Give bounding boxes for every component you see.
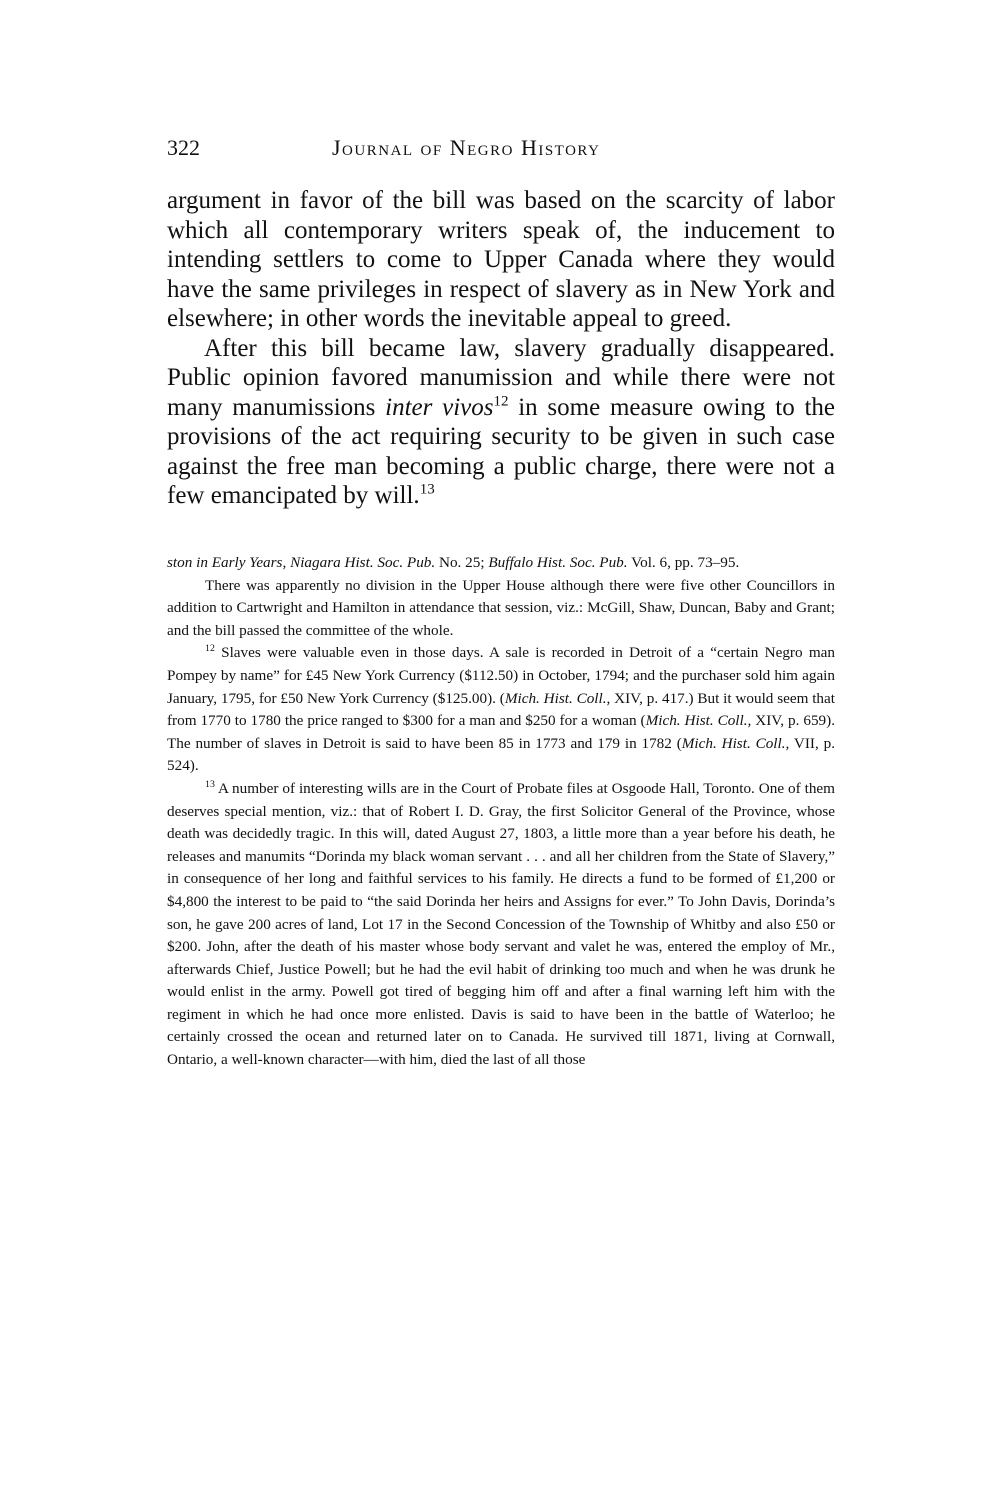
- footnote-12-number: 12: [205, 643, 215, 655]
- running-title: Journal of Negro History: [332, 135, 601, 160]
- body-italic-inter-vivos: inter vivos: [385, 393, 494, 421]
- footnote-cont-italic-2: Buffalo Hist. Soc. Pub.: [488, 554, 628, 571]
- body-paragraph-2-text-a: After this bill became law, slavery gradually disappeared. Public opinion favored manumission and while there were not many manumissions: [167, 334, 835, 421]
- footnote-cont-text-2: Vol. 6, pp. 73–95.: [627, 554, 740, 571]
- main-text: [167, 186, 835, 511]
- footnote-13-text: A number of interesting wills are in the Court of Probate files at Osgoode Hall, Toronto. One of them deserves special mention, viz.: that of Robert I. D. Gray, the first Solicitor General of the Province, whose death was decidedly tragic. In this will, dated August 27, 1803, a little more than a year before his death, he releases and manumits “Dorinda my black woman servant . . . and all her children from the State of Slavery,” in consequence of her long and faithful services to his family. He directs a fund to be formed of £1,200 or $4,800 the interest to be paid to “the said Dorinda her heirs and Assigns for ever.” To John Davis, Dorinda’s son, he gave 200 acres of land, Lot 17 in the Second Concession of the Township of Whitby and also £50 or $200. John, after the death of his master whose body servant and valet he was, entered the employ of Mr., afterwards Chief, Justice Powell; but he had the evil habit of drinking too much and when he was drunk he would enlist in the army. Powell got tired of begging him off and after a final warning left him with the regiment in which he had once more enlisted. Davis is said to have been in the battle of Waterloo; he certainly crossed the ocean and returned later on to Canada. He survived till 1871, living at Cornwall, Ontario, a well-known character—with him, died the last of all those: [167, 779, 835, 1069]
- page-header: [167, 135, 835, 167]
- footnote-12: [167, 642, 835, 778]
- body-paragraph-1: argument in favor of the bill was based on the scarcity of labor which all contemporary writers speak of, the inducement to intending settlers to come to Upper Canada where they would have the same privileges in respect of slavery as in New York and elsewhere; in other words the inevitable appeal to greed.: [167, 187, 835, 332]
- footnote-12-text-4: VII, p. 524).: [167, 734, 836, 775]
- footnote-13: [167, 778, 835, 1072]
- body-paragraph-2-text-b: in some measure owing to the provisions of the act requiring security to be given in such case against the free man becoming a public charge, there were not a few emancipated by will.: [167, 393, 835, 509]
- footnote-ref-12: 12: [493, 393, 509, 410]
- footnote-12-italic-3: Mich. Hist. Coll.,: [681, 734, 790, 752]
- footnote-ref-13: 13: [419, 481, 435, 498]
- footnote-cont-text-1: No. 25;: [435, 554, 489, 571]
- footnote-13-number: 13: [205, 778, 215, 790]
- page-number: 322: [167, 135, 200, 160]
- footnote-paragraph: There was apparently no division in the Upper House although there were five other Councillors in addition to Cartwright and Hamilton in attendance that session, viz.: McGill, Shaw, Duncan, Baby and Grant; and the bill passed the committee of the whole.: [167, 576, 835, 639]
- footnote-12-text-3: XIV, p. 659). The number of slaves in Detroit is said to have been 85 in 1773 and 179 in 1782 (: [167, 712, 836, 752]
- footnote-12-italic-1: Mich. Hist. Coll.,: [504, 689, 611, 707]
- footnote-12-text-2: XIV, p. 417.) But it would seem that from 1770 to 1780 the price ranged to $300 for a man and $250 for a woman (: [167, 689, 835, 730]
- body-paragraph-2: [167, 334, 835, 511]
- footnote-cont-italic-1: ston in Early Years, Niagara Hist. Soc. Pub.: [167, 554, 436, 571]
- footnote-12-italic-2: Mich. Hist. Coll.,: [645, 712, 752, 730]
- footnotes: [167, 552, 835, 1072]
- footnote-12-text-1: Slaves were valuable even in those days. A sale is recorded in Detroit of a “certain Negro man Pompey by name” for £45 New York Currency ($112.50) in October, 1794; and the purchaser sold him again January, 1795, for £50 New York Currency ($125.00). (: [167, 644, 835, 707]
- footnote-continuation: [167, 552, 835, 575]
